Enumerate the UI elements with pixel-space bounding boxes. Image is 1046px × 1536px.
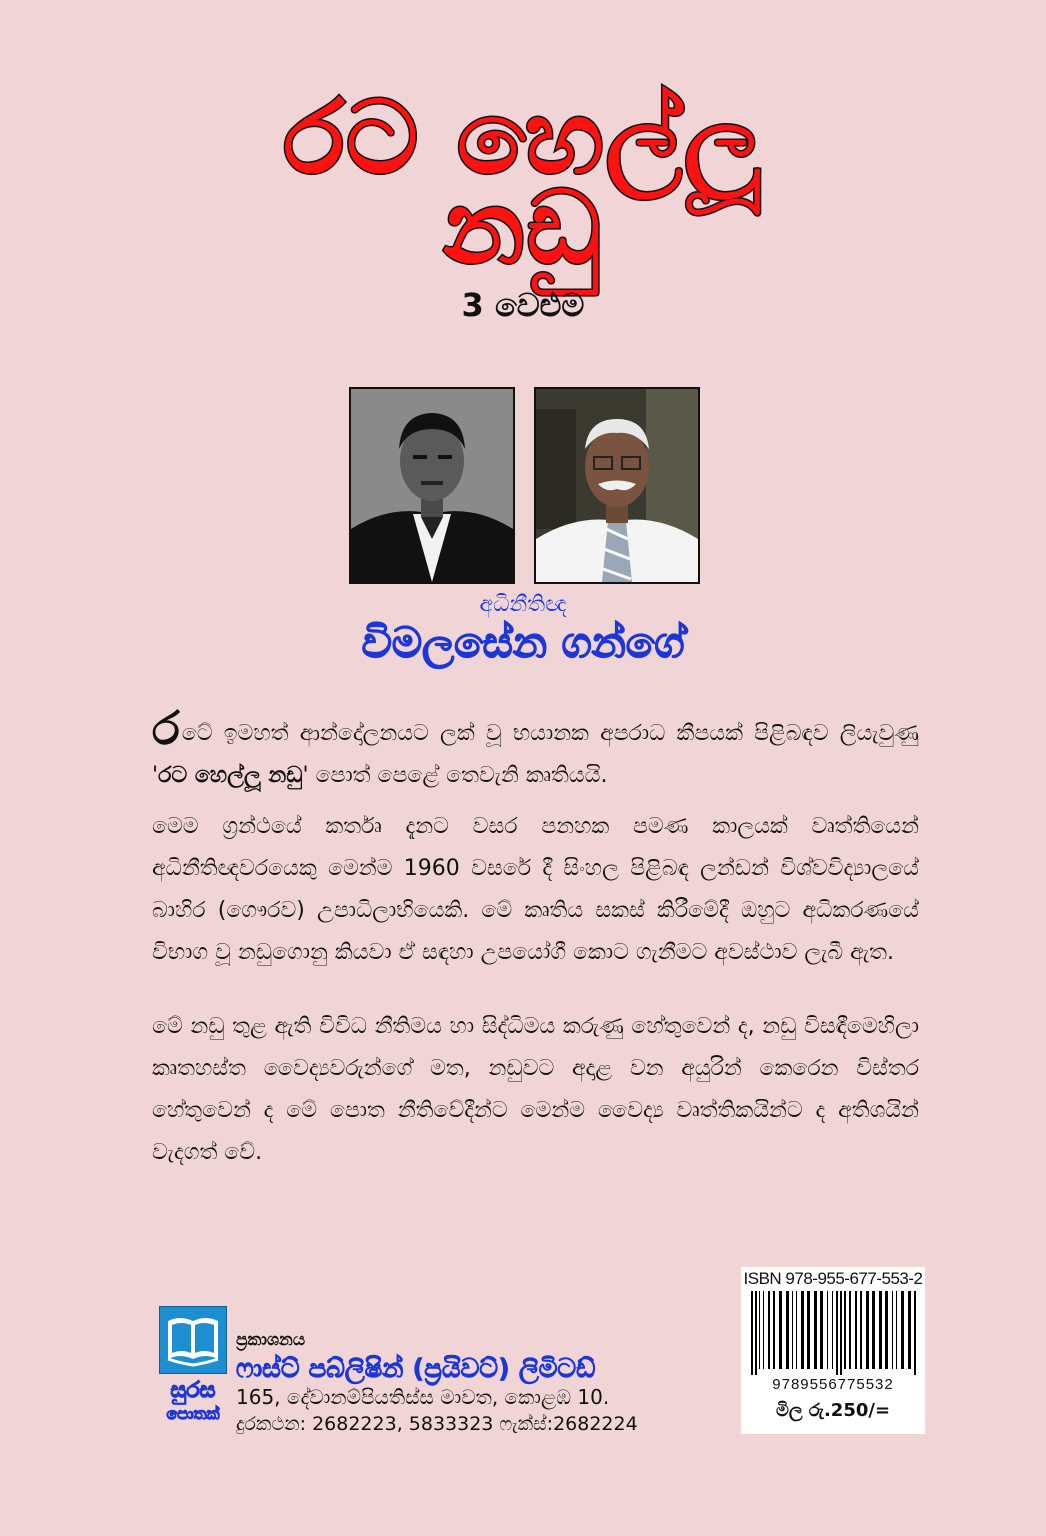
book-title-line-2: නඩු	[443, 169, 603, 286]
price-label: මිල රු.250/=	[775, 1400, 891, 1421]
author-honorific: අධිනීතිඥ	[479, 592, 567, 617]
open-book-icon	[159, 1306, 227, 1374]
publisher-address: 165, දේවානම්පියතිස්ස මාවත, කොළඹ 10.	[236, 1385, 610, 1409]
paragraph-1-series-title: රට හෙල්ලූ නඩු	[158, 763, 303, 788]
publisher-phone: දුරකථන: 2682223, 5833323 ෆැක්ස්:2682224	[236, 1413, 638, 1435]
isbn-label: ISBN 978-955-677-553-2	[743, 1269, 923, 1288]
paragraph-1-text-a: ටේ ඉමහත් ආන්දෝලනයට ලක් වූ භයානක අපරාධ කීපයක් පිළිබඳව ලියැවුණු '	[152, 721, 919, 788]
description-paragraph-2: මෙම ග්‍රන්ථයේ කර්තෘ දැනට වසර පනහක පමණ කාලයක් වෘත්තියෙන් අධිනීතිඥවරයෙකු මෙන්ම 1960 වසරේ දී සිංහල පිළිබඳ ලන්ඩන් විශ්වවිද්‍යාලයේ බාහිර (ගෞරව) උපාධිලාභියෙකි. මේ කෘතිය සකස් කිරීමේදී ඔහුට අධිකරණයේ විභාග වූ නඩුගොනු කියවා ඒ සඳහා උපයෝගී කොට ගැනීමට අවස්ථාව ලැබී ඇත.	[152, 814, 919, 965]
logo-text-sub: පොතක්	[166, 1404, 220, 1423]
author-name: විමලසේන ගන්ගේ	[361, 618, 685, 667]
book-title-line-1: රට හෙල්ලූ	[283, 79, 763, 196]
author-portrait-recent	[534, 387, 700, 584]
publisher-name: ෆාස්ට් පබ්ලිෂින් (ප්‍රයිවට්) ලිමිටඩ්	[236, 1354, 596, 1384]
barcode-panel	[741, 1267, 925, 1434]
description-paragraph-3: මේ නඩු තුළ ඇති විවිධ නීතිමය හා සිද්ධිමය කරුණු හේතුවෙන් ද, නඩු විසඳීමෙහිලා කෘතහස්ත වෛද්‍යවරුන්ගේ මත, නඩුවට අදාළ වන අයුරින් කෙරෙන විස්තර හේතුවෙන් ද මේ පොත නීතිවේදීන්ට මෙන්ම වෛද්‍ය වෘත්තිකයින්ට ද අතිශයින් වැදගත් වේ.	[152, 1014, 919, 1165]
description-paragraph-1	[152, 701, 919, 797]
publisher-label: ප්‍රකාශනය	[236, 1330, 306, 1350]
drop-cap: ර	[152, 701, 180, 755]
logo-text-main: සුරස	[170, 1378, 216, 1403]
barcode-digits: 9789556775532	[772, 1376, 894, 1393]
volume-label: 3 වෙළුම	[461, 286, 585, 324]
paragraph-1-text-b: ' පොත් පෙළේ තෙවැනි කෘතියයි.	[302, 763, 608, 788]
publisher-logo	[159, 1306, 227, 1434]
barcode-icon	[749, 1291, 917, 1375]
author-portrait-young	[349, 387, 515, 584]
